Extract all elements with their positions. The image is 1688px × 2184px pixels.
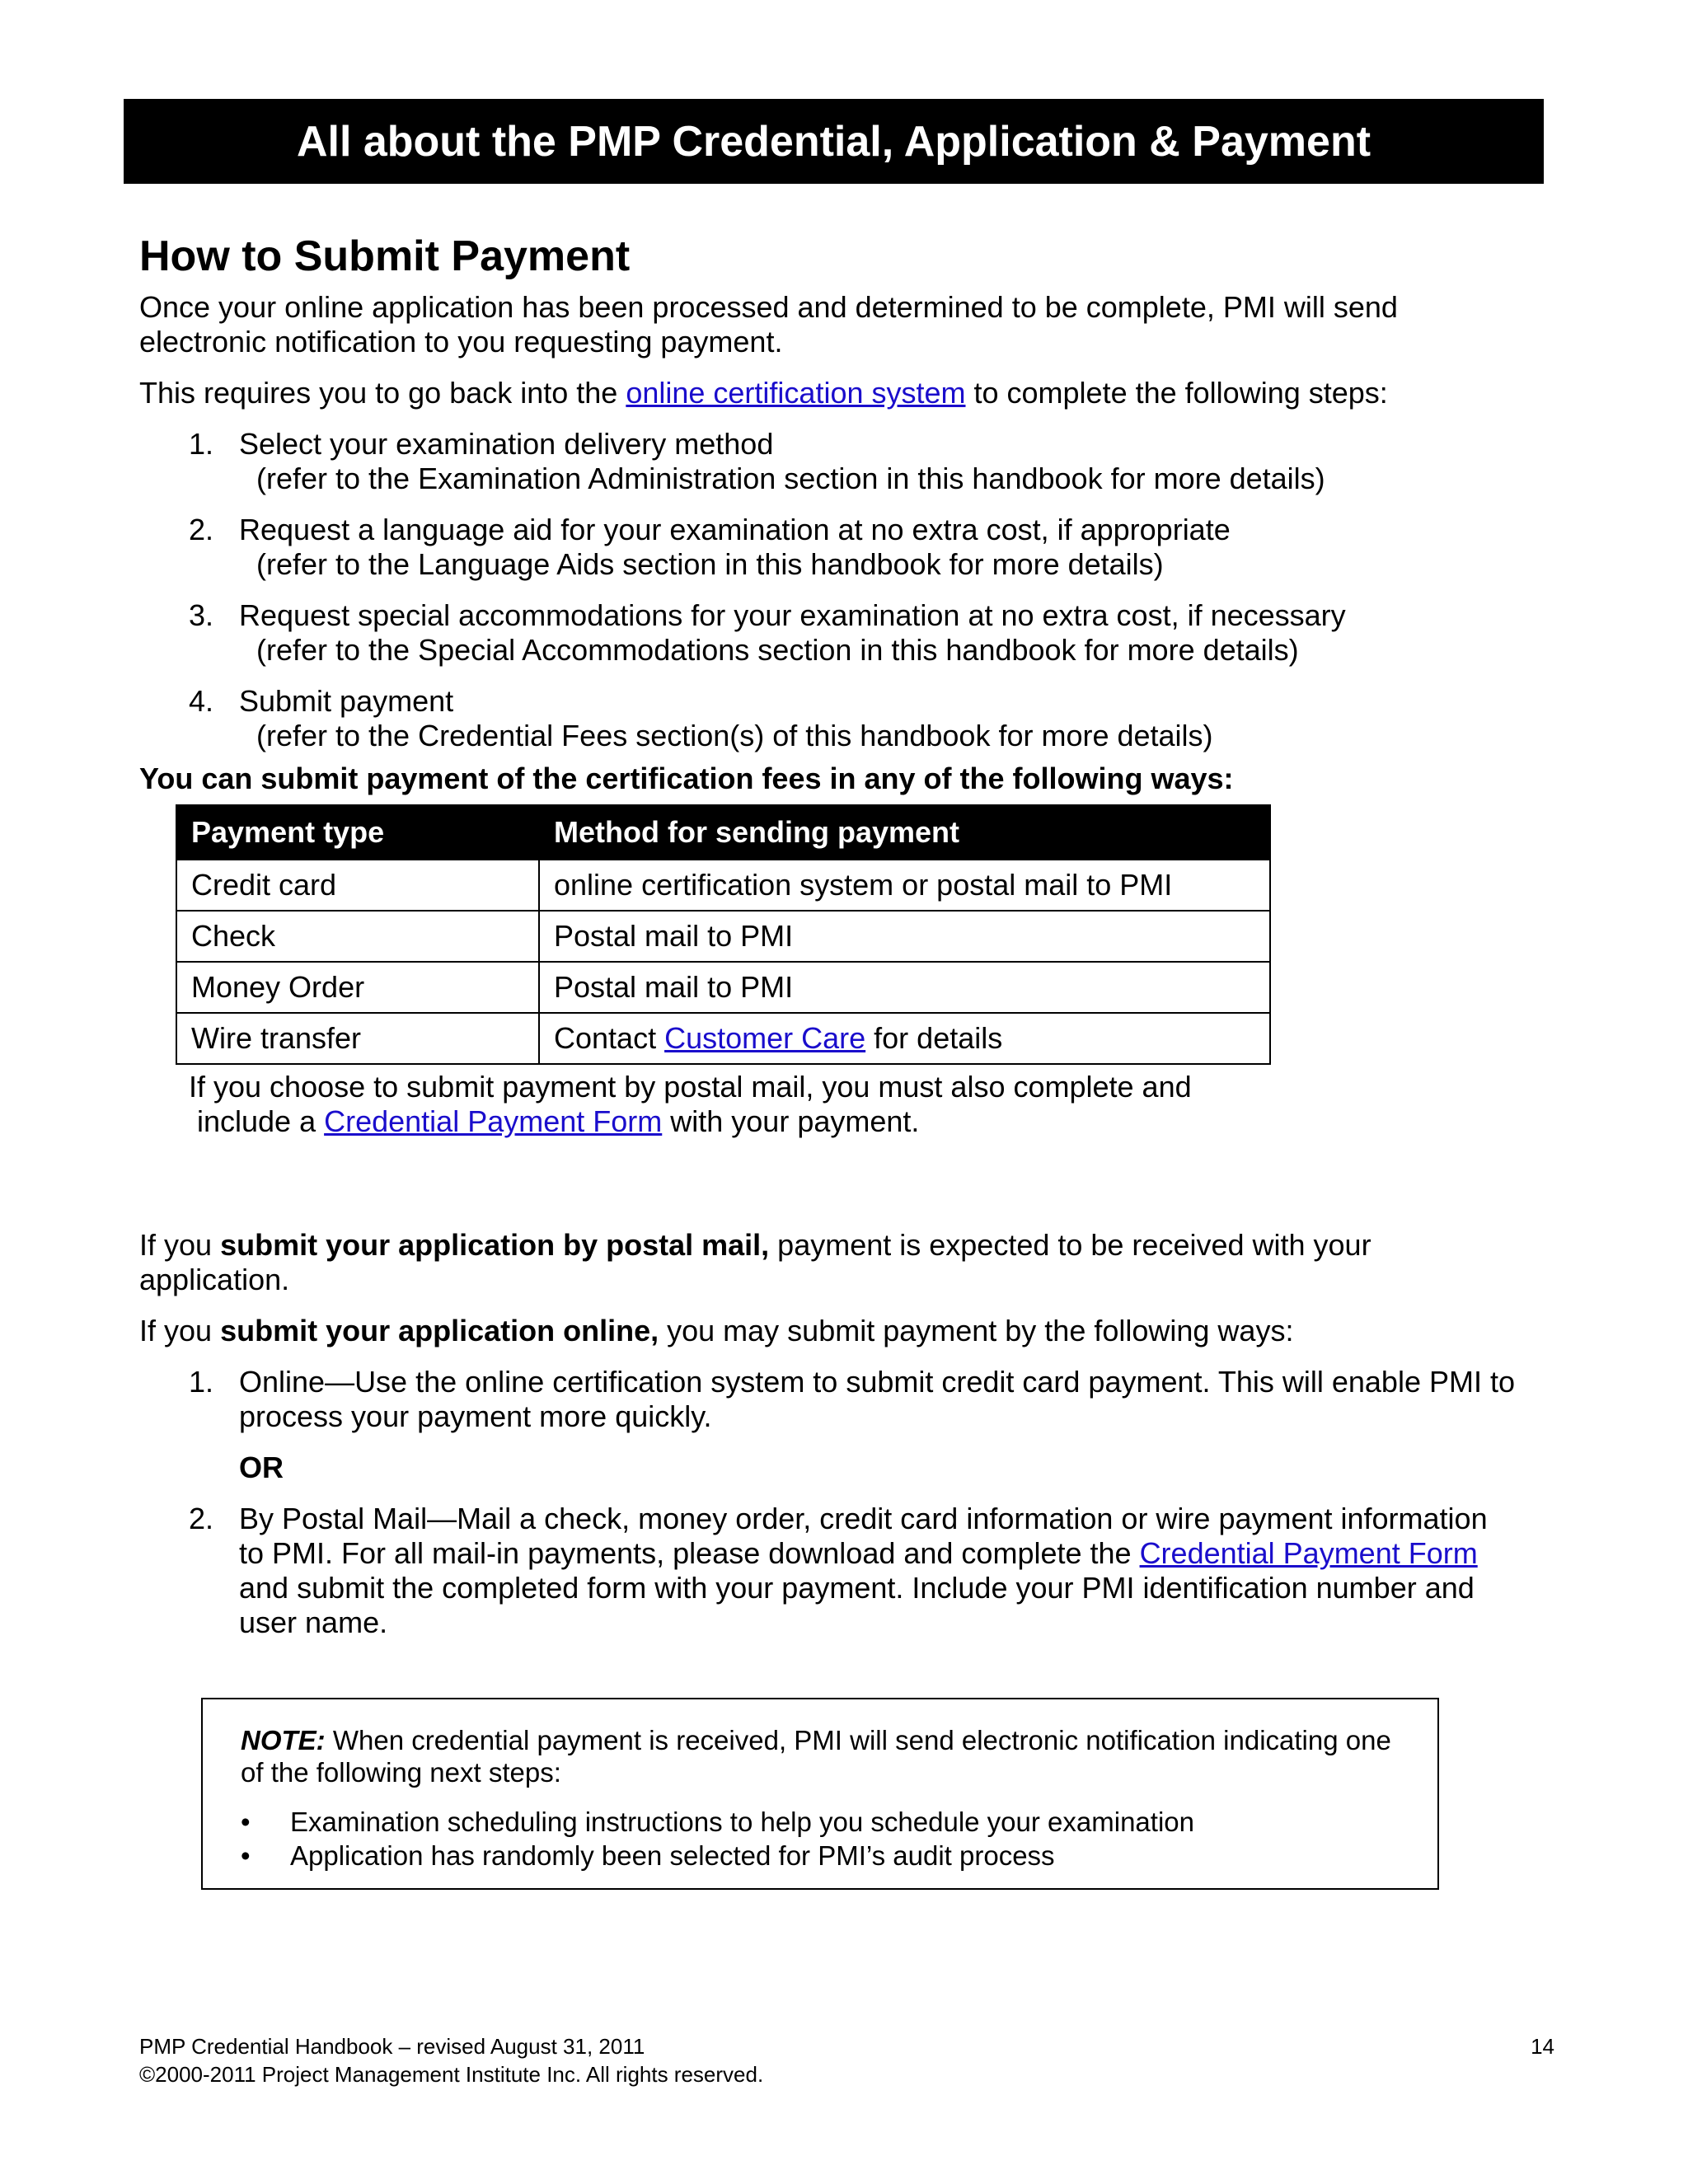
online-application-paragraph bbox=[139, 1314, 1557, 1348]
step-item bbox=[139, 427, 1557, 496]
customer-care-link[interactable]: Customer Care bbox=[664, 1021, 866, 1056]
bullet-text: Examination scheduling instructions to help you schedule your examination bbox=[290, 1807, 1194, 1837]
bullet-icon: • bbox=[241, 1807, 251, 1837]
note-label: NOTE: bbox=[241, 1725, 326, 1755]
footer-line-1: PMP Credential Handbook – revised August 31, 2011 bbox=[139, 2034, 645, 2059]
step-number: 2. bbox=[189, 513, 214, 547]
table-row bbox=[176, 1013, 1270, 1064]
option-postal-line-1: By Postal Mail—Mail a check, money order, credit card information or wire payment information bbox=[239, 1502, 1488, 1536]
section-heading: How to Submit Payment bbox=[139, 232, 631, 280]
postal-app-prefix: If you bbox=[139, 1228, 221, 1263]
cell-method: online certification system or postal mail to PMI bbox=[539, 860, 1270, 911]
step-main: Submit payment bbox=[239, 684, 454, 719]
option-number: 2. bbox=[189, 1502, 214, 1536]
requires-after: to complete the following steps: bbox=[965, 376, 1388, 410]
payment-ways-heading: You can submit payment of the certification fees in any of the following ways: bbox=[139, 762, 1234, 796]
step-main: Request a language aid for your examination at no extra cost, if appropriate bbox=[239, 513, 1231, 547]
postal-note-after: with your payment. bbox=[662, 1104, 920, 1139]
page-number: 14 bbox=[1531, 2034, 1554, 2059]
page-footer bbox=[139, 2032, 1554, 2088]
page-banner bbox=[124, 99, 1544, 184]
step-number: 1. bbox=[189, 427, 214, 462]
step-sub: (refer to the Special Accommodations section in this handbook for more details) bbox=[256, 633, 1299, 668]
option-postal-line-3: and submit the completed form with your payment. Include your PMI identification number and bbox=[239, 1571, 1475, 1605]
postal-note-before: include a bbox=[197, 1104, 325, 1139]
postal-mail-note bbox=[189, 1070, 1557, 1139]
header-payment-type: Payment type bbox=[176, 805, 539, 860]
option-online-line-1: Online—Use the online certification system to submit credit card payment. This will enable PMI to bbox=[239, 1365, 1515, 1399]
table-row bbox=[176, 911, 1270, 962]
postal-app-line-2: application. bbox=[139, 1263, 290, 1297]
intro-line-2: electronic notification to you requesting payment. bbox=[139, 325, 783, 359]
cell-payment-type: Check bbox=[176, 911, 539, 962]
cell-method bbox=[539, 1013, 1270, 1064]
step-item bbox=[139, 513, 1557, 582]
bullet-text: Application has randomly been selected for PMI’s audit process bbox=[290, 1840, 1055, 1871]
note-text bbox=[241, 1724, 1400, 1788]
step-main: Request special accommodations for your examination at no extra cost, if necessary bbox=[239, 598, 1346, 633]
option-postal-before: to PMI. For all mail-in payments, please download and complete the bbox=[239, 1536, 1140, 1571]
note-box bbox=[201, 1698, 1439, 1890]
postal-app-bold: submit your application by postal mail, bbox=[220, 1228, 770, 1263]
list-item bbox=[241, 1839, 1400, 1872]
option-online bbox=[139, 1365, 1557, 1434]
spacer bbox=[139, 1139, 1557, 1228]
postal-app-suffix: payment is expected to be received with your bbox=[769, 1228, 1372, 1263]
intro-line-1: Once your online application has been processed and determined to be complete, PMI will send bbox=[139, 290, 1398, 325]
postal-note-line-2 bbox=[189, 1104, 919, 1138]
cell-method: Postal mail to PMI bbox=[539, 962, 1270, 1013]
method-before: Contact bbox=[554, 1021, 665, 1056]
main-content bbox=[139, 231, 1557, 1657]
credential-payment-form-link[interactable]: Credential Payment Form bbox=[324, 1104, 663, 1139]
step-number: 3. bbox=[189, 598, 214, 633]
requires-before: This requires you to go back into the bbox=[139, 376, 626, 410]
cell-payment-type: Credit card bbox=[176, 860, 539, 911]
steps-list bbox=[139, 427, 1557, 753]
postal-note-line-1: If you choose to submit payment by postal mail, you must also complete and bbox=[189, 1070, 1192, 1104]
note-line-1: When credential payment is received, PMI will send electronic notification indicating one bbox=[325, 1725, 1391, 1755]
method-after: for details bbox=[865, 1021, 1003, 1056]
list-item bbox=[241, 1805, 1400, 1839]
step-number: 4. bbox=[189, 684, 214, 719]
credential-payment-form-link-2[interactable]: Credential Payment Form bbox=[1139, 1536, 1478, 1571]
online-app-suffix: you may submit payment by the following ways: bbox=[659, 1314, 1294, 1348]
online-certification-link[interactable]: online certification system bbox=[626, 376, 966, 410]
table-header-row bbox=[176, 805, 1270, 860]
bullet-icon: • bbox=[241, 1840, 251, 1871]
postal-application-paragraph bbox=[139, 1228, 1557, 1297]
online-app-bold: submit your application online, bbox=[220, 1314, 659, 1348]
footer-line-2: ©2000-2011 Project Management Institute Inc. All rights reserved. bbox=[139, 2062, 764, 2087]
note-bullet-list bbox=[241, 1805, 1400, 1872]
option-postal-line-2 bbox=[239, 1536, 1557, 1571]
cell-method: Postal mail to PMI bbox=[539, 911, 1270, 962]
header-method: Method for sending payment bbox=[539, 805, 1270, 860]
step-sub: (refer to the Credential Fees section(s) of this handbook for more details) bbox=[256, 719, 1213, 753]
step-item bbox=[139, 684, 1557, 753]
table-row bbox=[176, 860, 1270, 911]
cell-payment-type: Money Order bbox=[176, 962, 539, 1013]
option-number: 1. bbox=[189, 1365, 214, 1399]
step-sub: (refer to the Language Aids section in this handbook for more details) bbox=[256, 547, 1164, 582]
step-main: Select your examination delivery method bbox=[239, 427, 774, 462]
option-postal bbox=[139, 1502, 1557, 1640]
online-app-prefix: If you bbox=[139, 1314, 221, 1348]
banner-title: All about the PMP Credential, Application & Payment bbox=[296, 117, 1372, 166]
option-online-line-2: process your payment more quickly. bbox=[239, 1399, 712, 1434]
or-separator: OR bbox=[239, 1451, 284, 1485]
intro-paragraph bbox=[139, 290, 1557, 359]
requires-paragraph bbox=[139, 376, 1557, 410]
table-row bbox=[176, 962, 1270, 1013]
step-sub: (refer to the Examination Administration section in this handbook for more details) bbox=[256, 462, 1325, 496]
payment-methods-table bbox=[176, 804, 1271, 1065]
step-item bbox=[139, 598, 1557, 668]
cell-payment-type: Wire transfer bbox=[176, 1013, 539, 1064]
option-postal-line-4: user name. bbox=[239, 1605, 388, 1640]
note-line-2: of the following next steps: bbox=[241, 1757, 561, 1788]
